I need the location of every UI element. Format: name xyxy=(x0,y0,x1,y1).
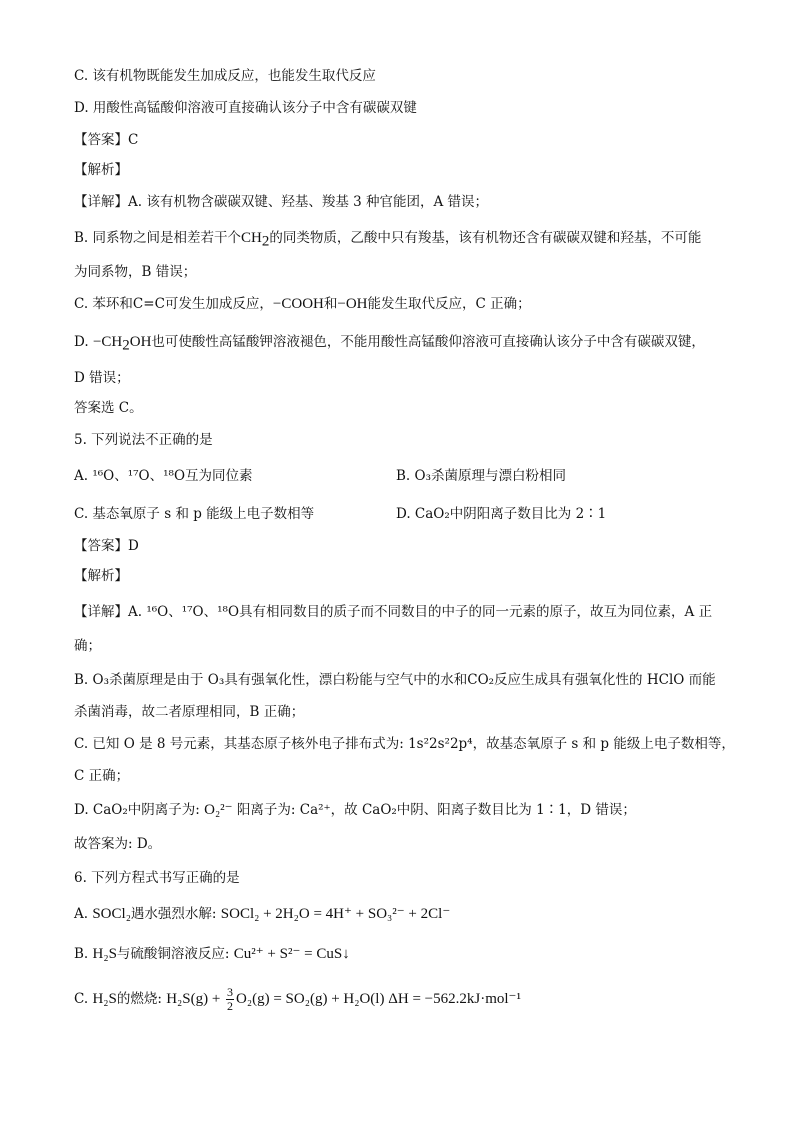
answer-select: 答案选 C。 xyxy=(74,400,143,416)
question-5-option-a: A. ¹⁶O、¹⁷O、¹⁸O互为同位素 xyxy=(74,468,253,484)
question-5-option-d: D. CaO₂中阴阳离子数目比为 2∶1 xyxy=(396,506,607,522)
answer-label: 【答案】C xyxy=(74,132,139,148)
explanation-5c-cont: C 正确； xyxy=(74,768,130,784)
explanation-5b-cont: 杀菌消毒，故二者原理相同，B 正确； xyxy=(74,704,305,720)
option-c-line: C. 该有机物既能发生加成反应，也能发生取代反应 xyxy=(74,68,376,84)
question-6-stem: 6. 下列方程式书写正确的是 xyxy=(74,870,240,886)
explanation-5b: B. O₃杀菌原理是由于 O₃具有强氧化性，漂白粉能与空气中的水和CO₂反应生成具有强氧化性的 HClO 而能 xyxy=(74,672,716,688)
explanation-5a-cont: 确； xyxy=(74,638,101,654)
answer-summary-5: 故答案为: D。 xyxy=(74,836,162,852)
question-6-option-b: B. H₂S与硫酸铜溶液反应: Cu²⁺ + S²⁻ = CuS↓ xyxy=(74,946,350,962)
explanation-5c: C. 已知 O 是 8 号元素，其基态原子核外电子排布式为: 1s²2s²2p⁴，故基态氧原子 s 和 p 能级上电子数相等， xyxy=(74,736,735,752)
explanation-5d: D. CaO₂中阴离子为: O₂²⁻ 阳离子为: Ca²⁺，故 CaO₂中阴、阳离子数目比为 1∶1，D 错误； xyxy=(74,802,636,818)
question-5-stem: 5. 下列说法不正确的是 xyxy=(74,432,213,448)
explanation-d-cont: D 错误； xyxy=(74,370,130,386)
explanation-b-cont: 为同系物，B 错误； xyxy=(74,264,197,280)
fraction-three-halves: $\frac{3}{2}$ xyxy=(227,985,234,1013)
question-6-option-c: C. H₂S的燃烧: H₂S(g) + $\frac{3}{2}$ O₂(g) = SO₂(g) + H₂O(l) ΔH = −562.2kJ·mol⁻¹ xyxy=(74,985,521,1013)
analysis-label: 【解析】 xyxy=(74,162,128,178)
option-d-line: D. 用酸性高锰酸仰溶液可直接确认该分子中含有碳碳双键 xyxy=(74,100,417,116)
question-6-option-a: A. SOCl₂遇水强烈水解: SOCl₂ + 2H₂O = 4H⁺ + SO₃²⁻ + 2Cl⁻ xyxy=(74,906,451,922)
explanation-a: 【详解】A. 该有机物含碳碳双键、羟基、羧基 3 种官能团，A 错误； xyxy=(74,194,489,210)
explanation-c: C. 苯环和C=C可发生加成反应，−COOH和−OH能发生取代反应，C 正确； xyxy=(74,296,531,312)
explanation-b: B. 同系物之间是相差若干个$CH_2$的同类物质，乙酸中只有羧基，该有机物还含有碳碳双键和羟基，不可能 xyxy=(74,230,702,250)
explanation-5a: 【详解】A. ¹⁶O、¹⁷O、¹⁸O具有相同数目的质子而不同数目的中子的同一元素的原子，故互为同位素，A 正 xyxy=(74,604,713,620)
analysis-label-5: 【解析】 xyxy=(74,568,128,584)
question-5-option-c: C. 基态氧原子 s 和 p 能级上电子数相等 xyxy=(74,506,315,522)
question-5-option-b: B. O₃杀菌原理与漂白粉相同 xyxy=(396,468,566,484)
answer-label-5: 【答案】D xyxy=(74,538,139,554)
explanation-d: D. $-CH_2OH$也可使酸性高锰酸钾溶液褪色，不能用酸性高锰酸仰溶液可直接确认该分子中含有碳碳双键， xyxy=(74,334,705,354)
